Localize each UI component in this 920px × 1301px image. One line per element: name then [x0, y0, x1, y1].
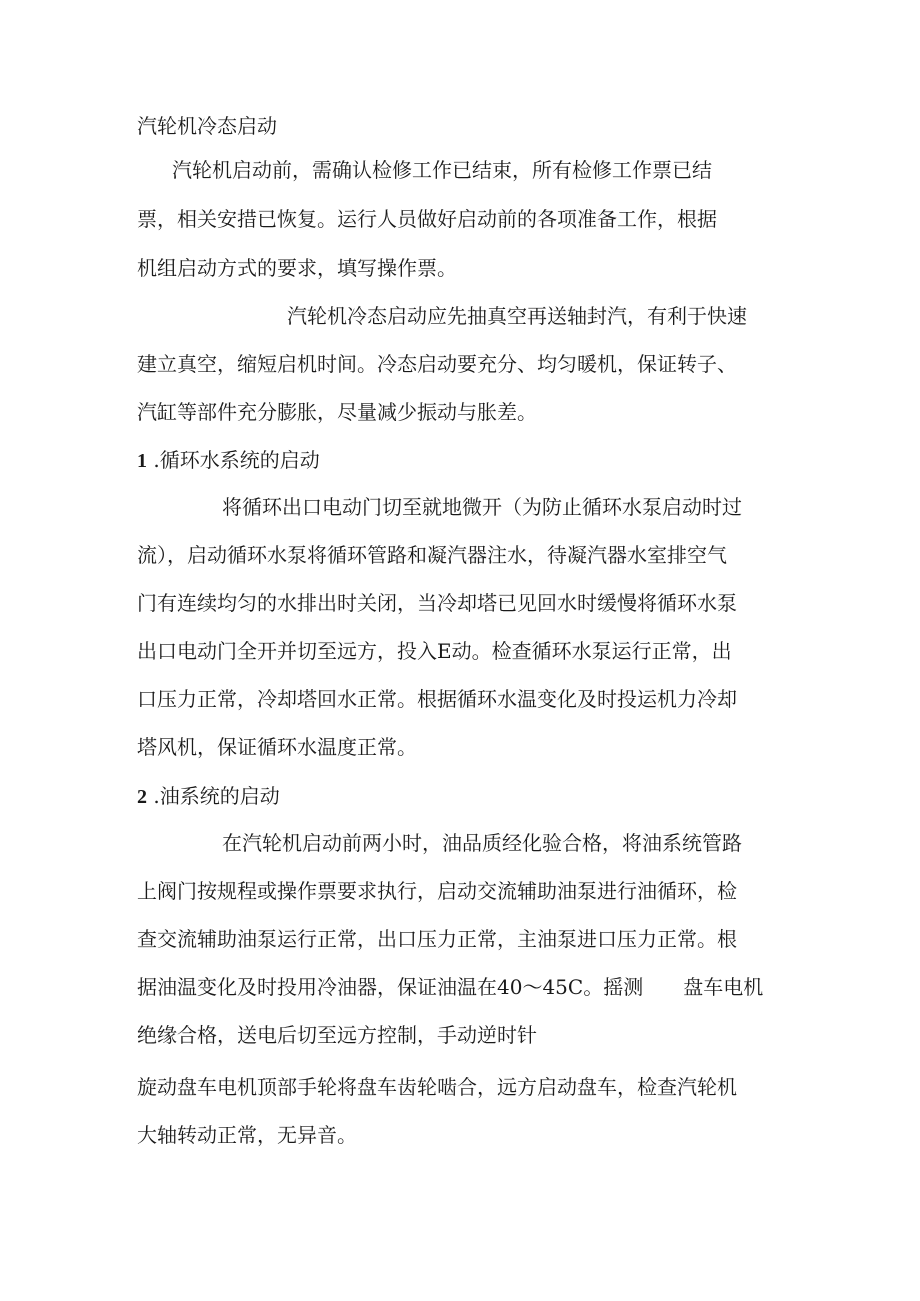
cold-start-line: 汽缸等部件充分膨胀，尽量减少振动与胀差。 [137, 400, 537, 424]
section-number: 1 [137, 450, 147, 472]
intro-line: 机组启动方式的要求，填写操作票。 [137, 256, 457, 280]
section2-line: 上阀门按规程或操作票要求执行，启动交流辅助油泵进行油循环，检 [137, 879, 737, 903]
document-title: 汽轮机冷态启动 [137, 114, 277, 138]
section1-line: 口压力正常，冷却塔回水正常。根据循环水温变化及时投运机力冷却 [137, 687, 737, 711]
section1-line: 将循环出口电动门切至就地微开（为防止循环水泵启动时过 [222, 495, 742, 519]
section2-line: 旋动盘车电机顶部手轮将盘车齿轮啮合，远方启动盘车，检查汽轮机 [137, 1075, 737, 1099]
section2-line: 查交流辅助油泵运行正常，出口压力正常，主油泵进口压力正常。根 [137, 927, 737, 951]
intro-line: 票，相关安措已恢复。运行人员做好启动前的各项准备工作，根据 [137, 207, 717, 231]
section-heading-2 [137, 782, 280, 811]
section-title: .循环水系统的启动 [153, 448, 320, 472]
intro-line: 汽轮机启动前，需确认检修工作已结束，所有检修工作票已结 [172, 158, 712, 182]
cold-start-line: 汽轮机冷态启动应先抽真空再送轴封汽，有利于快速 [287, 304, 747, 328]
section-number: 2 [137, 786, 147, 808]
section1-line: 出口电动门全开并切至远方，投入E动。检查循环水泵运行正常，出 [137, 639, 732, 663]
section2-line: 绝缘合格，送电后切至远方控制，手动逆时针 [137, 1023, 537, 1047]
section1-line: 流），启动循环水泵将循环管路和凝汽器注水，待凝汽器水室排空气 [137, 543, 727, 567]
section1-line: 塔风机，保证循环水温度正常。 [137, 735, 417, 759]
section2-line: 大轴转动正常，无异音。 [137, 1123, 357, 1147]
section2-line: 据油温变化及时投用冷油器，保证油温在40〜45C。摇测 盘车电机 [137, 975, 764, 999]
section-heading-1 [137, 446, 320, 475]
section-title: .油系统的启动 [153, 784, 280, 808]
section2-line: 在汽轮机启动前两小时，油品质经化验合格，将油系统管路 [222, 831, 742, 855]
section1-line: 门有连续均匀的水排出时关闭，当冷却塔已见回水时缓慢将循环水泵 [137, 591, 737, 615]
cold-start-line: 建立真空，缩短启机时间。冷态启动要充分、均匀暖机，保证转子、 [137, 352, 737, 376]
